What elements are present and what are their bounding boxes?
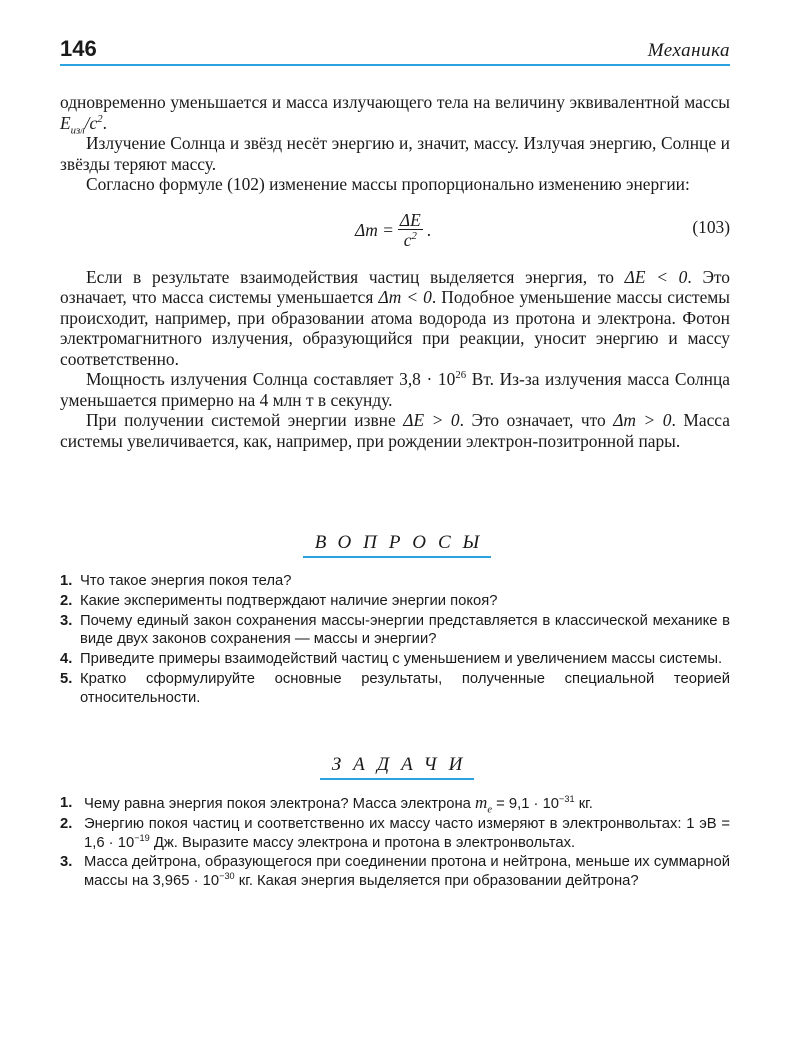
questions-heading: ВОПРОСЫ <box>0 532 794 558</box>
formula-number: (103) <box>692 216 730 237</box>
paragraph-3: Согласно формуле (102) изменение массы пропорционально изменению энергии: <box>86 174 690 194</box>
page-header <box>60 34 730 66</box>
problems-list <box>60 794 730 892</box>
paragraph-5: Мощность излучения Солнца составляет $3,8 \cdot 10^{26}$ Вт. Из-за излучения масса Солнца уменьшается примерно на 4 млн т в секунду. <box>60 369 730 410</box>
inline-math: ΔE > 0 <box>403 410 460 430</box>
page-number: 146 <box>60 36 97 61</box>
running-head: Механика <box>647 40 730 61</box>
body-text <box>60 92 730 451</box>
question-item: 4. Приведите примеры взаимодействий частиц с уменьшением и увеличением массы системы. <box>60 651 723 668</box>
formula-fraction <box>398 211 423 250</box>
paragraph-1-text: одновременно уменьшается и масса излучающего тела на величину эквивалентной массы <box>60 92 730 112</box>
paragraph-2: Излучение Солнца и звёзд несёт энергию и, значит, массу. Излучая энергию, Солнце и звёзды теряют массу. <box>60 133 730 174</box>
formula-denominator: $c^2$ <box>403 229 417 250</box>
formula-103 <box>60 203 730 249</box>
equivalent-mass-symbol: $E_{изл}/c^2$ <box>60 112 103 136</box>
inline-math: Δm < 0 <box>378 287 432 307</box>
problem-item: 1. Чему равна энергия покоя электрона? Масса электрона $m_e = 9,1 \cdot 10^{-31}$ кг. <box>60 793 593 816</box>
problems-heading: ЗАДАЧИ <box>0 754 794 780</box>
paragraph-6: При получении системой энергии извне ΔE > 0. Это означает, что Δm > 0. Масса системы увеличивается, как, например, при рождении электрон-позитронной пары. <box>60 410 730 451</box>
question-item: 1. Что такое энергия покоя тела? <box>60 573 292 589</box>
formula-numerator: ΔE <box>399 209 421 230</box>
question-item: 5. Кратко сформулируйте основные результаты, полученные специальной теорией относительности. <box>60 670 730 706</box>
problem-item: 3. Масса дейтрона, образующегося при соединении протона и нейтрона, меньше их суммарной массы на $3,965 \cdot 10^{-30}$ кг. Какая энергия выделяется при образовании дейтрона? <box>60 854 730 890</box>
inline-math: ΔE < 0 <box>624 266 688 287</box>
formula-lhs: Δm = <box>355 219 394 240</box>
paragraph-4: Если в результате взаимодействия частиц выделяется энергия, то ΔE < 0. Это означает, что масса системы уменьшается Δm < 0. Подобное уменьшение массы системы происходит, например, при образовании атома водорода из протона и электрона. Фотон электромагнитного излучения, образующийся при реакции, уносит энергию и массу соответственно. <box>60 266 730 369</box>
questions-list <box>60 572 730 709</box>
inline-math: Δm > 0 <box>613 410 672 430</box>
question-item: 3. Почему единый закон сохранения массы-энергии представляется в классической механике в виде двух законов сохранения — массы и энергии? <box>60 612 730 648</box>
formula-end: . <box>426 219 432 240</box>
problem-item: 2. Энергию покоя частиц и соответственно их массу часто измеряют в электронвольтах: 1 эВ = $1,6 \cdot 10^{-19}$ Дж. Выразите массу электрона и протона в электронвольтах. <box>60 815 730 851</box>
paragraph-1: одновременно уменьшается и масса излучающего тела на величину эквивалентной массы $E_{изл}/c^2$. <box>60 92 730 136</box>
question-item: 2. Какие эксперименты подтверждают наличие энергии покоя? <box>60 592 498 609</box>
